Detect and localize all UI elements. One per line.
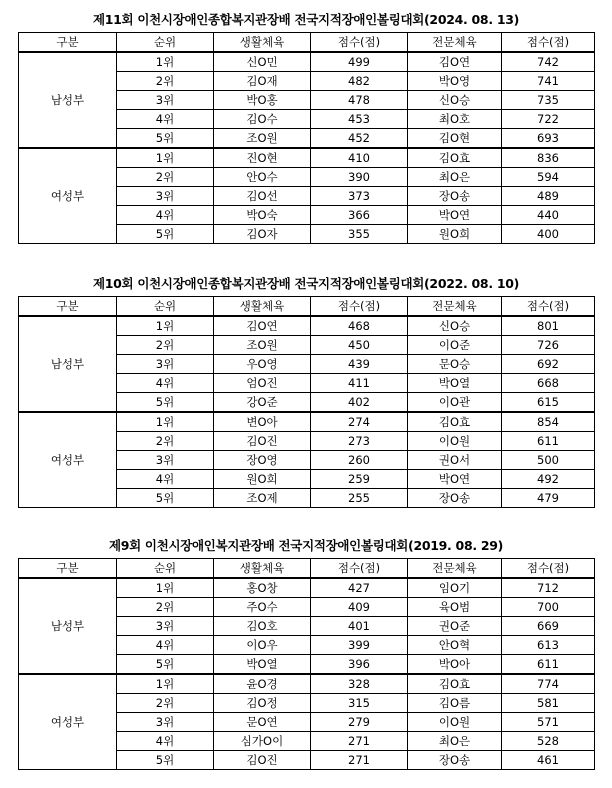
pro-name-cell: 문O승: [408, 355, 502, 374]
life-name-cell: 김O선: [214, 187, 311, 206]
life-name-cell: 김O연: [214, 316, 311, 336]
life-name-cell: 주O수: [214, 598, 311, 617]
table-row: [19, 316, 595, 336]
column-header: 전문체육: [408, 297, 502, 317]
life-score-cell: 315: [311, 694, 408, 713]
life-name-cell: 김O재: [214, 72, 311, 91]
rank-cell: 5위: [117, 225, 214, 244]
column-header: 전문체육: [408, 559, 502, 579]
life-name-cell: 원O희: [214, 470, 311, 489]
life-score-cell: 482: [311, 72, 408, 91]
column-header: 순위: [117, 33, 214, 53]
column-header: 생활체육: [214, 559, 311, 579]
rank-cell: 2위: [117, 72, 214, 91]
pro-score-cell: 500: [502, 451, 595, 470]
life-name-cell: 진O현: [214, 148, 311, 168]
pro-name-cell: 이O준: [408, 336, 502, 355]
column-header: 순위: [117, 297, 214, 317]
pro-score-cell: 692: [502, 355, 595, 374]
life-score-cell: 409: [311, 598, 408, 617]
rank-cell: 2위: [117, 336, 214, 355]
table-row: [19, 412, 595, 432]
pro-name-cell: 최O은: [408, 732, 502, 751]
pro-score-cell: 594: [502, 168, 595, 187]
life-score-cell: 373: [311, 187, 408, 206]
results-table: [18, 558, 595, 770]
rank-cell: 3위: [117, 187, 214, 206]
division-label: 여성부: [19, 674, 117, 770]
column-header: 점수(점): [311, 297, 408, 317]
pro-name-cell: 김O름: [408, 694, 502, 713]
pro-name-cell: 이O원: [408, 432, 502, 451]
pro-score-cell: 836: [502, 148, 595, 168]
pro-name-cell: 이O원: [408, 713, 502, 732]
pro-score-cell: 801: [502, 316, 595, 336]
pro-name-cell: 신O승: [408, 91, 502, 110]
pro-name-cell: 최O은: [408, 168, 502, 187]
life-name-cell: 김O수: [214, 110, 311, 129]
life-score-cell: 452: [311, 129, 408, 149]
pro-score-cell: 461: [502, 751, 595, 770]
rank-cell: 1위: [117, 52, 214, 72]
pro-name-cell: 신O승: [408, 316, 502, 336]
pro-name-cell: 박O영: [408, 72, 502, 91]
pro-name-cell: 육O범: [408, 598, 502, 617]
life-name-cell: 윤O경: [214, 674, 311, 694]
rank-cell: 2위: [117, 432, 214, 451]
column-header: 순위: [117, 559, 214, 579]
life-name-cell: 홍O창: [214, 578, 311, 598]
life-score-cell: 439: [311, 355, 408, 374]
pro-score-cell: 611: [502, 655, 595, 675]
pro-score-cell: 571: [502, 713, 595, 732]
life-name-cell: 박O열: [214, 655, 311, 675]
rank-cell: 4위: [117, 374, 214, 393]
header-row: [19, 33, 595, 53]
pro-score-cell: 693: [502, 129, 595, 149]
life-score-cell: 271: [311, 732, 408, 751]
life-score-cell: 499: [311, 52, 408, 72]
pro-score-cell: 479: [502, 489, 595, 508]
division-label: 남성부: [19, 316, 117, 412]
pro-name-cell: 김O효: [408, 674, 502, 694]
rank-cell: 4위: [117, 206, 214, 225]
life-score-cell: 411: [311, 374, 408, 393]
rank-cell: 5위: [117, 489, 214, 508]
rank-cell: 3위: [117, 713, 214, 732]
rank-cell: 3위: [117, 451, 214, 470]
division-label: 여성부: [19, 148, 117, 244]
column-header: 점수(점): [502, 33, 595, 53]
results-section: [18, 534, 594, 770]
life-score-cell: 279: [311, 713, 408, 732]
pro-score-cell: 613: [502, 636, 595, 655]
division-label: 남성부: [19, 578, 117, 674]
rank-cell: 5위: [117, 751, 214, 770]
rank-cell: 5위: [117, 129, 214, 149]
pro-score-cell: 668: [502, 374, 595, 393]
life-name-cell: 문O연: [214, 713, 311, 732]
pro-score-cell: 742: [502, 52, 595, 72]
pro-score-cell: 581: [502, 694, 595, 713]
rank-cell: 3위: [117, 355, 214, 374]
rank-cell: 1위: [117, 148, 214, 168]
rank-cell: 1위: [117, 316, 214, 336]
life-name-cell: 김O진: [214, 751, 311, 770]
pro-name-cell: 김O효: [408, 148, 502, 168]
life-score-cell: 366: [311, 206, 408, 225]
rank-cell: 4위: [117, 470, 214, 489]
table-row: [19, 148, 595, 168]
pro-name-cell: 장O송: [408, 489, 502, 508]
life-name-cell: 박O홍: [214, 91, 311, 110]
column-header: 생활체육: [214, 297, 311, 317]
pro-name-cell: 김O효: [408, 412, 502, 432]
pro-name-cell: 장O송: [408, 751, 502, 770]
pro-score-cell: 611: [502, 432, 595, 451]
life-score-cell: 271: [311, 751, 408, 770]
pro-name-cell: 박O연: [408, 470, 502, 489]
results-section: [18, 8, 594, 244]
life-score-cell: 399: [311, 636, 408, 655]
life-score-cell: 396: [311, 655, 408, 675]
rank-cell: 2위: [117, 694, 214, 713]
rank-cell: 2위: [117, 168, 214, 187]
rank-cell: 3위: [117, 91, 214, 110]
column-header: 전문체육: [408, 33, 502, 53]
life-name-cell: 이O우: [214, 636, 311, 655]
life-name-cell: 김O정: [214, 694, 311, 713]
life-score-cell: 453: [311, 110, 408, 129]
division-label: 여성부: [19, 412, 117, 508]
rank-cell: 5위: [117, 655, 214, 675]
life-score-cell: 328: [311, 674, 408, 694]
life-name-cell: 강O준: [214, 393, 311, 413]
pro-score-cell: 774: [502, 674, 595, 694]
rank-cell: 1위: [117, 578, 214, 598]
pro-name-cell: 김O연: [408, 52, 502, 72]
pro-name-cell: 원O희: [408, 225, 502, 244]
life-name-cell: 조O원: [214, 336, 311, 355]
life-name-cell: 심가O이: [214, 732, 311, 751]
pro-score-cell: 492: [502, 470, 595, 489]
pro-name-cell: 임O기: [408, 578, 502, 598]
pro-score-cell: 440: [502, 206, 595, 225]
pro-score-cell: 669: [502, 617, 595, 636]
life-name-cell: 엄O진: [214, 374, 311, 393]
life-score-cell: 427: [311, 578, 408, 598]
rank-cell: 4위: [117, 110, 214, 129]
column-header: 생활체육: [214, 33, 311, 53]
division-label: 남성부: [19, 52, 117, 148]
header-row: [19, 559, 595, 579]
pro-score-cell: 726: [502, 336, 595, 355]
pro-score-cell: 712: [502, 578, 595, 598]
table-row: [19, 52, 595, 72]
rank-cell: 3위: [117, 617, 214, 636]
life-score-cell: 355: [311, 225, 408, 244]
pro-name-cell: 이O관: [408, 393, 502, 413]
column-header: 구분: [19, 297, 117, 317]
rank-cell: 4위: [117, 732, 214, 751]
life-score-cell: 273: [311, 432, 408, 451]
pro-score-cell: 735: [502, 91, 595, 110]
table-row: [19, 578, 595, 598]
pro-score-cell: 700: [502, 598, 595, 617]
column-header: 점수(점): [311, 33, 408, 53]
life-name-cell: 김O진: [214, 432, 311, 451]
life-score-cell: 259: [311, 470, 408, 489]
pro-name-cell: 박O열: [408, 374, 502, 393]
pro-name-cell: 장O송: [408, 187, 502, 206]
life-score-cell: 255: [311, 489, 408, 508]
life-name-cell: 조O제: [214, 489, 311, 508]
rank-cell: 1위: [117, 412, 214, 432]
pro-name-cell: 최O호: [408, 110, 502, 129]
results-table: [18, 296, 595, 508]
life-name-cell: 김O호: [214, 617, 311, 636]
table-row: [19, 674, 595, 694]
rank-cell: 5위: [117, 393, 214, 413]
pro-name-cell: 권O준: [408, 617, 502, 636]
column-header: 점수(점): [311, 559, 408, 579]
life-name-cell: 조O원: [214, 129, 311, 149]
pro-name-cell: 김O현: [408, 129, 502, 149]
pro-name-cell: 안O혁: [408, 636, 502, 655]
life-name-cell: 김O자: [214, 225, 311, 244]
pro-name-cell: 박O아: [408, 655, 502, 675]
rank-cell: 2위: [117, 598, 214, 617]
pro-score-cell: 741: [502, 72, 595, 91]
life-score-cell: 478: [311, 91, 408, 110]
section-title: 제10회 이천시장애인종합복지관장배 전국지적장애인볼링대회(2022. 08. 10): [92, 276, 520, 291]
life-score-cell: 402: [311, 393, 408, 413]
header-row: [19, 297, 595, 317]
pro-score-cell: 400: [502, 225, 595, 244]
pro-score-cell: 489: [502, 187, 595, 206]
life-name-cell: 박O숙: [214, 206, 311, 225]
life-score-cell: 410: [311, 148, 408, 168]
pro-name-cell: 박O연: [408, 206, 502, 225]
section-title: 제9회 이천시장애인복지관장배 전국지적장애인볼링대회(2019. 08. 29): [108, 538, 504, 553]
column-header: 구분: [19, 559, 117, 579]
rank-cell: 1위: [117, 674, 214, 694]
results-section: [18, 272, 594, 508]
pro-score-cell: 722: [502, 110, 595, 129]
life-name-cell: 신O민: [214, 52, 311, 72]
column-header: 점수(점): [502, 559, 595, 579]
life-name-cell: 변O아: [214, 412, 311, 432]
life-score-cell: 260: [311, 451, 408, 470]
life-score-cell: 274: [311, 412, 408, 432]
life-name-cell: 장O영: [214, 451, 311, 470]
column-header: 구분: [19, 33, 117, 53]
pro-score-cell: 615: [502, 393, 595, 413]
rank-cell: 4위: [117, 636, 214, 655]
life-score-cell: 450: [311, 336, 408, 355]
life-name-cell: 우O영: [214, 355, 311, 374]
section-title: 제11회 이천시장애인종합복지관장배 전국지적장애인볼링대회(2024. 08. 13): [92, 12, 520, 27]
life-score-cell: 468: [311, 316, 408, 336]
life-score-cell: 390: [311, 168, 408, 187]
pro-name-cell: 권O서: [408, 451, 502, 470]
results-table: [18, 32, 595, 244]
life-score-cell: 401: [311, 617, 408, 636]
pro-score-cell: 528: [502, 732, 595, 751]
pro-score-cell: 854: [502, 412, 595, 432]
life-name-cell: 안O수: [214, 168, 311, 187]
column-header: 점수(점): [502, 297, 595, 317]
